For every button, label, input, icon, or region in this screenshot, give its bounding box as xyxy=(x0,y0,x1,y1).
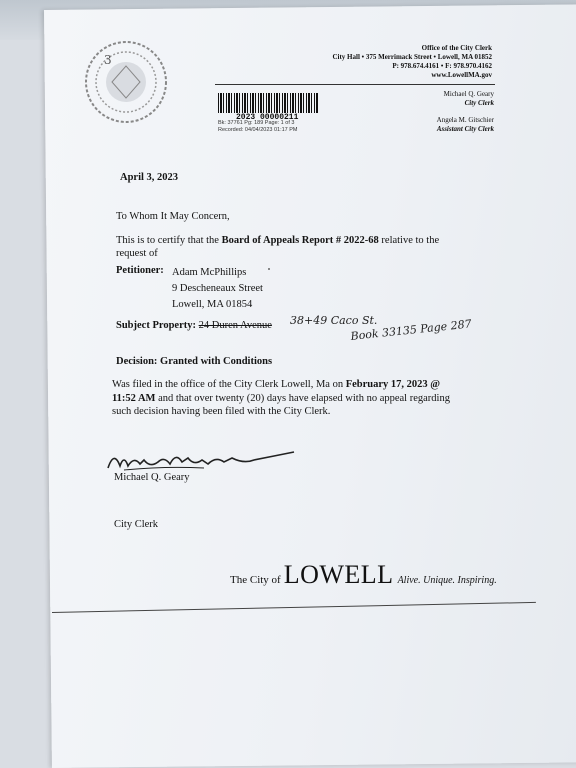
letter-date: April 3, 2023 xyxy=(120,172,179,183)
petitioner-label: Petitioner: xyxy=(116,265,164,276)
recording-stamp xyxy=(218,120,298,134)
filed-date: February 17, 2023 @ 11:52 AM xyxy=(112,379,441,404)
cert-suffix: relative to the request of xyxy=(116,235,440,259)
assistant-name: Angela M. Gitschier xyxy=(436,116,494,124)
header-divider xyxy=(215,84,495,85)
signer-title: City Clerk xyxy=(114,519,159,530)
recording-barcode xyxy=(218,93,318,113)
petitioner-name: Adam McPhillips xyxy=(172,267,247,278)
petitioner-street: 9 Descheneaux Street xyxy=(172,283,263,294)
assistant-title: Assistant City Clerk xyxy=(436,125,494,133)
clerk-title: City Clerk xyxy=(464,99,494,107)
subject-property xyxy=(116,320,272,331)
barcode-number: 2023 00000211 xyxy=(236,113,299,122)
office-address: City Hall • 375 Merrimack Street • Lowell, MA 01852 xyxy=(332,53,492,61)
salutation: To Whom It May Concern, xyxy=(116,211,230,222)
office-phone-fax: P: 978.674.4161 • F: 978.970.4162 xyxy=(392,62,492,70)
logo-prefix: The City of xyxy=(230,574,281,586)
subject-struck-address: 24 Duren Avenue xyxy=(198,320,272,331)
recorded-date-line: Recorded: 04/04/2023 01:17 PM xyxy=(218,127,298,133)
city-seal-icon xyxy=(82,38,170,126)
handwritten-address: 38+49 Caco St. xyxy=(290,314,378,327)
staff-block xyxy=(437,90,494,134)
decision-line: Decision: Granted with Conditions xyxy=(116,356,273,367)
book-page-line: Bk: 37761 Pg: 189 Page: 1 of 3 xyxy=(218,120,295,126)
clerk-name: Michael Q. Geary xyxy=(443,90,494,98)
signer-name: Michael Q. Geary xyxy=(114,472,190,483)
svg-text:3: 3 xyxy=(104,53,112,67)
city-logo xyxy=(230,560,497,590)
filing-paragraph xyxy=(112,378,462,419)
petitioner-address xyxy=(172,265,263,313)
cert-prefix: This is to certify that the xyxy=(116,235,222,246)
office-title: Office of the City Clerk xyxy=(421,44,492,52)
clerk-office-header xyxy=(332,44,492,80)
handwritten-book-page: Book 33135 Page 287 xyxy=(350,317,473,343)
filed-text-2: and that over twenty (20) days have elapsed with no appeal regarding such decision having been filed with the City Clerk. xyxy=(112,392,450,417)
filed-text-1: Was filed in the office of the City Clerk Lowell, Ma on xyxy=(112,379,346,390)
report-number: Board of Appeals Report # 2022-68 xyxy=(221,235,379,246)
paper-speck xyxy=(268,268,270,270)
subject-label: Subject Property: xyxy=(116,320,196,331)
logo-tagline: Alive. Unique. Inspiring. xyxy=(397,575,497,586)
logo-city-name: LOWELL xyxy=(283,560,394,589)
office-website: www.LowellMA.gov xyxy=(431,71,492,79)
certification-paragraph xyxy=(116,234,456,260)
petitioner-city: Lowell, MA 01854 xyxy=(172,299,253,310)
